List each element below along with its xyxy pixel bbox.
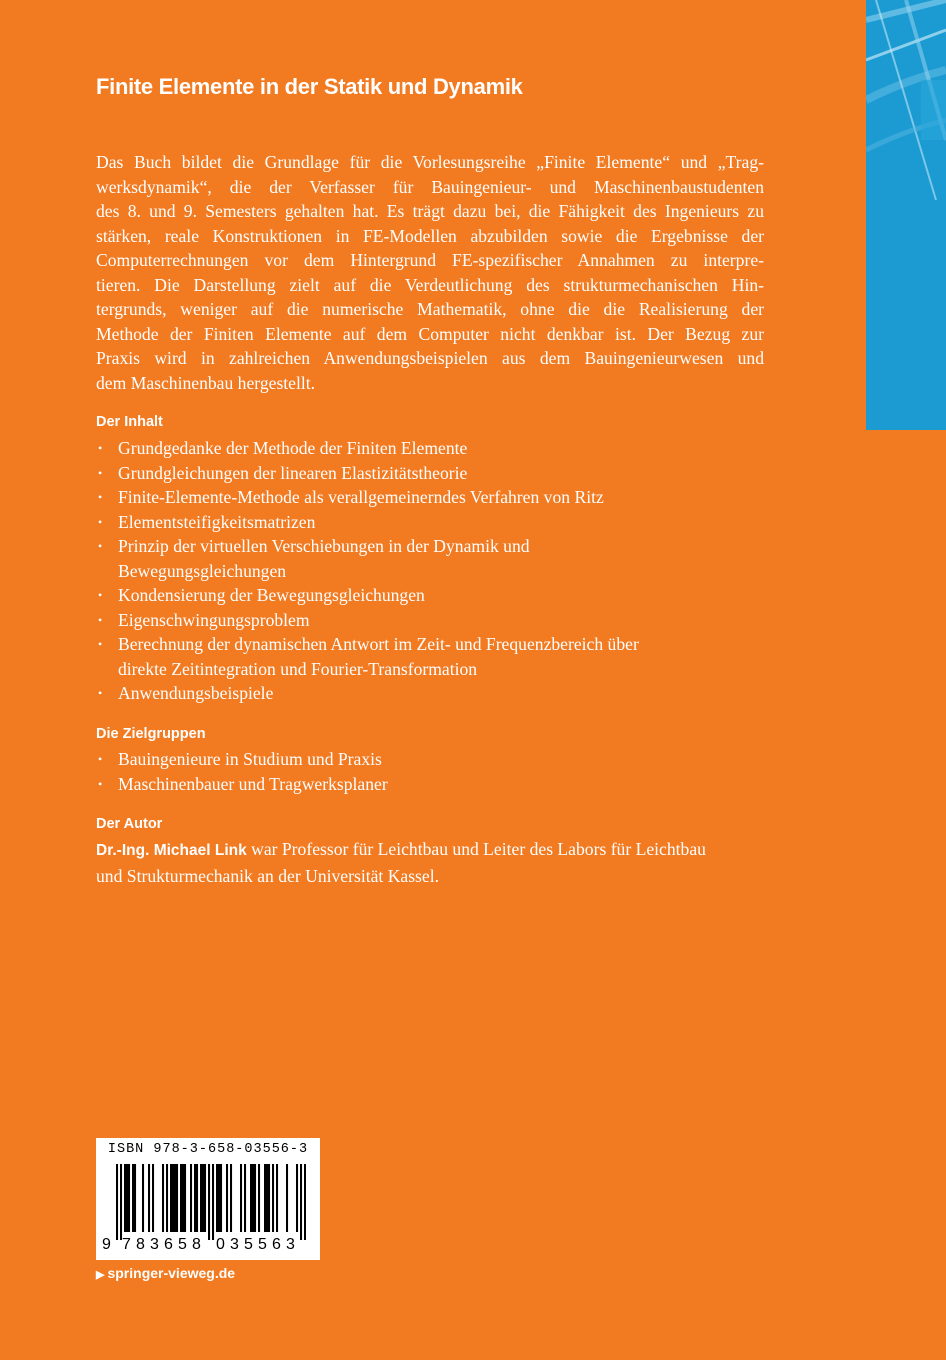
description-line: stärken, reale Konstruktionen in FE-Modellen abzubilden sowie die Ergebnisse der <box>96 225 764 246</box>
barcode-bar <box>166 1164 168 1232</box>
bullet-icon: • <box>98 514 103 529</box>
ean-digit: 0 <box>216 1236 225 1253</box>
ean-digit: 7 <box>122 1236 131 1253</box>
list-item-text: Maschinenbauer und Tragwerksplaner <box>118 773 388 794</box>
ean-digit: 3 <box>286 1236 295 1253</box>
barcode-bar <box>208 1164 210 1240</box>
ean-digit: 6 <box>164 1236 173 1253</box>
list-item <box>96 681 776 706</box>
barcode-bar <box>126 1164 128 1232</box>
list-item-text: Berechnung der dynamischen Antwort im Zeit- und Frequenzbereich über <box>118 634 639 654</box>
list-item-text: Bauingenieure in Studium und Praxis <box>118 749 382 769</box>
barcode-bar <box>134 1164 136 1232</box>
description-line: Praxis wird in zahlreichen Anwendungsbeispielen aus dem Bauingenieurwesen und <box>96 348 764 368</box>
description-line: Computerrechnungen vor dem Hintergrund FE-spezifischer Annahmen zu interpre- <box>96 250 764 270</box>
list-item <box>96 632 776 681</box>
bullet-icon: • <box>98 686 103 700</box>
barcode-bar <box>212 1164 214 1240</box>
barcode-bar <box>182 1164 184 1232</box>
barcode-bar <box>152 1164 154 1232</box>
barcode-bar <box>176 1164 178 1232</box>
author-bio-line2: und Strukturmechanik an der Universität Kassel. <box>96 865 439 886</box>
barcode-bar <box>196 1164 198 1232</box>
barcode-bar <box>190 1164 192 1232</box>
list-item <box>96 436 776 461</box>
barcode-bar <box>226 1164 228 1232</box>
list-item-text: Finite-Elemente-Methode als verallgemeinerndes Verfahren von Ritz <box>118 487 604 507</box>
ean-digit: 3 <box>230 1236 239 1253</box>
ean-digit: 8 <box>136 1236 145 1253</box>
barcode-bar <box>202 1164 204 1232</box>
description-line: tieren. Die Darstellung zielt auf die Verdeutlichung des strukturmechanischen Hin- <box>96 274 764 295</box>
description-line: dem Maschinenbau hergestellt. <box>96 372 316 393</box>
list-item <box>96 510 776 535</box>
barcode-bar <box>200 1164 202 1232</box>
barcode-bar <box>216 1164 218 1232</box>
contents-heading: Der Inhalt <box>96 414 163 430</box>
barcode-bar <box>268 1164 270 1232</box>
barcode-bar <box>264 1164 266 1232</box>
barcode-bar <box>250 1164 252 1232</box>
barcode-bar <box>174 1164 176 1232</box>
barcode-bar <box>128 1164 130 1232</box>
list-item <box>96 534 776 583</box>
barcode-bar <box>132 1164 134 1232</box>
barcode-bar <box>220 1164 222 1232</box>
bullet-icon: • <box>98 588 103 602</box>
website-label: springer-vieweg.de <box>107 1265 236 1281</box>
barcode-bar <box>230 1164 232 1232</box>
barcode-bar <box>304 1164 306 1240</box>
barcode-bar <box>244 1164 246 1232</box>
barcode-bar <box>296 1164 298 1232</box>
barcode-bars <box>116 1164 306 1240</box>
barcode-bar <box>266 1164 268 1232</box>
bullet-icon: • <box>98 637 103 651</box>
list-item-text: Kondensierung der Bewegungsgleichungen <box>118 585 425 605</box>
ean-digit: 5 <box>244 1236 253 1253</box>
bullet-icon: • <box>98 490 103 504</box>
description-paragraph <box>96 150 764 395</box>
author-heading: Der Autor <box>96 816 163 832</box>
list-item-text: Anwendungsbeispiele <box>118 683 274 703</box>
barcode-bar <box>180 1164 182 1232</box>
description-line: tergrunds, weniger auf die numerische Mathematik, ohne die die Realisierung der <box>96 299 764 319</box>
list-item <box>96 772 776 797</box>
barcode-bar <box>254 1164 256 1232</box>
barcode-bar <box>116 1164 118 1240</box>
bullet-icon: • <box>98 441 103 455</box>
barcode-bar <box>184 1164 186 1232</box>
author-name: Dr.-Ing. Michael Link <box>96 842 247 859</box>
author-bio <box>96 837 776 888</box>
isbn-barcode <box>96 1138 320 1260</box>
list-item <box>96 608 776 633</box>
list-item-text: Grundgleichungen der linearen Elastizitätstheorie <box>118 462 468 483</box>
description-line: Das Buch bildet die Grundlage für die Vorlesungsreihe „Finite Elemente“ und „Trag- <box>96 152 764 172</box>
list-item-text: Elementsteifigkeitsmatrizen <box>118 511 316 532</box>
barcode-bar <box>272 1164 274 1232</box>
barcode-bar <box>286 1164 288 1232</box>
barcode-bar <box>162 1164 164 1232</box>
list-item <box>96 485 776 510</box>
barcode-bar <box>194 1164 196 1232</box>
author-bio-line1: war Professor für Leichtbau und Leiter des Labors für Leichtbau <box>246 839 706 859</box>
list-item <box>96 461 776 486</box>
bullet-icon: • <box>98 465 103 480</box>
barcode-bar <box>258 1164 260 1232</box>
barcode-bar <box>124 1164 126 1232</box>
architecture-photo <box>866 0 946 430</box>
list-item <box>96 747 776 772</box>
audience-heading: Die Zielgruppen <box>96 726 206 742</box>
cover-accent-strip <box>866 0 946 430</box>
bullet-icon: • <box>98 612 103 627</box>
barcode-bar <box>172 1164 174 1232</box>
barcode-bar <box>120 1164 122 1240</box>
barcode-bar <box>252 1164 254 1232</box>
list-item-text: Eigenschwingungsproblem <box>118 609 310 630</box>
list-item-text: Bewegungsgleichungen <box>118 560 287 581</box>
list-item-text: direkte Zeitintegration und Fourier-Transformation <box>118 658 478 679</box>
ean-digit: 8 <box>192 1236 201 1253</box>
barcode-bar <box>142 1164 144 1232</box>
audience-list <box>96 747 776 796</box>
ean-digit: 5 <box>178 1236 187 1253</box>
barcode-bar <box>240 1164 242 1232</box>
barcode-bar <box>300 1164 302 1240</box>
publisher-website[interactable] <box>96 1265 235 1281</box>
list-item <box>96 583 776 608</box>
bullet-icon: • <box>98 776 103 791</box>
barcode-bar <box>170 1164 172 1232</box>
barcode-bar <box>218 1164 220 1232</box>
isbn-label: ISBN 978-3-658-03556-3 <box>107 1142 309 1157</box>
book-title: Finite Elemente in der Statik und Dynamik <box>96 74 523 99</box>
list-item-text: Prinzip der virtuellen Verschiebungen in der Dynamik und <box>118 536 530 556</box>
description-line: werksdynamik“, die der Verfasser für Bauingenieur- und Maschinenbaustudenten <box>96 176 764 197</box>
bullet-icon: • <box>98 539 103 553</box>
ean-digit: 9 <box>102 1236 111 1253</box>
contents-list <box>96 436 776 706</box>
ean-digit: 3 <box>150 1236 159 1253</box>
play-arrow-icon: ▶ <box>96 1269 105 1281</box>
ean-digit: 6 <box>272 1236 281 1253</box>
description-line: Methode der Finiten Elemente auf dem Computer nicht denkbar ist. Der Bezug zur <box>96 323 764 344</box>
barcode-bar <box>276 1164 278 1232</box>
description-line: des 8. und 9. Semesters gehalten hat. Es trägt dazu bei, die Fähigkeit des Ingenieurs zu <box>96 201 764 221</box>
barcode-bar <box>148 1164 150 1232</box>
ean-digit: 5 <box>258 1236 267 1253</box>
list-item-text: Grundgedanke der Methode der Finiten Elemente <box>118 438 468 458</box>
barcode-bar <box>204 1164 206 1232</box>
bullet-icon: • <box>98 752 103 766</box>
